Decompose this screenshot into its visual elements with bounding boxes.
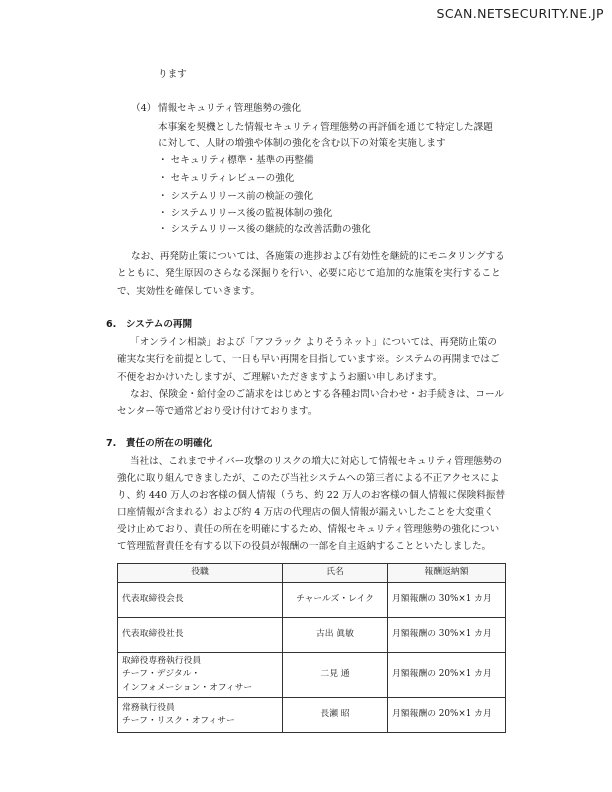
table-row [118,582,506,617]
role-cell: 取締役専務執行役員 チーフ・デジタル・ インフォメーション・オフィサー [118,652,283,698]
section7-heading: 7. 責任の所在の明確化 [106,438,213,449]
section7-line: て管理監督責任を有する以下の役員が報酬の一部を自主返納することといたしました。 [117,541,492,552]
role-cell: 常務執行役員 チーフ・リスク・オフィサー [118,698,283,733]
name-cell: 古出 眞敏 [283,617,388,652]
column-header-role: 役職 [118,564,283,583]
officer-compensation-table [117,563,506,733]
section6-line: センター等で通常どおり受け付けております。 [117,406,318,417]
table-row [118,617,506,652]
section4-line: 本事案を契機とした情報セキュリティ管理態勢の再評価を通じて特定した課題 [158,122,493,133]
name-cell: 二見 通 [283,652,388,698]
section6-line: 「オンライン相談」および「アフラック よりそうネット」については、再発防止策の [130,337,497,348]
prevention-note-line: とともに、発生原因のさらなる深掘りを行い、必要に応じて追加的な施策を実行すること [117,268,501,279]
column-header-pay: 報酬返納額 [388,564,506,583]
section7-line: 口座情報が含まれる）および約 4 万店の代理店の個人情報が漏えいしたことを大変重く [117,507,494,518]
watermark: SCAN.NETSECURITY.NE.JP [436,6,604,21]
bullet-item: ・ システムリリース後の継続的な改善活動の強化 [158,224,371,235]
section6-heading: 6. システムの再開 [106,319,193,330]
section4-title: 情報セキュリティ管理態勢の強化 [158,103,301,114]
section7-line: 受け止めており、責任の所在を明確にするため、情報セキュリティ管理態勢の強化につい [117,524,500,535]
bullet-item: ・ システムリリース後の監視体制の強化 [158,208,333,219]
continuation-text: ります [158,69,187,80]
section4-number: （4） [131,103,157,114]
pay-cell: 月額報酬の 20%×1 カ月 [388,652,506,698]
prevention-note-line: で、実効性を確保していきます。 [117,286,260,297]
bullet-item: ・ セキュリティ標準・基準の再整備 [158,155,314,166]
table-row [118,652,506,698]
section6-line: なお、保険金・給付金のご請求をはじめとする各種お問い合わせ・お手続きは、コール [130,389,504,400]
role-cell: 代表取締役社長 [118,617,283,652]
pay-cell: 月額報酬の 30%×1 カ月 [388,617,506,652]
name-cell: 長瀬 昭 [283,698,388,733]
prevention-note-line: なお、再発防止策については、各施策の進捗および有効性を継続的にモニタリングする [131,251,505,262]
bullet-item: ・ セキュリティレビューの強化 [158,173,295,184]
table-row [118,698,506,733]
section7-line: 当社は、これまでサイバー攻撃のリスクの増大に対応して情報セキュリティ管理態勢の [130,456,503,467]
table-header-row [118,564,506,583]
name-cell: チャールズ・レイク [283,582,388,617]
role-cell: 代表取締役会長 [118,582,283,617]
bullet-item: ・ システムリリース前の検証の強化 [158,191,314,202]
column-header-name: 氏名 [283,564,388,583]
pay-cell: 月額報酬の 30%×1 カ月 [388,582,506,617]
section7-line: 強化に取り組んできましたが、このたび当社システムへの第三者による不正アクセスによ [117,473,500,484]
pay-cell: 月額報酬の 20%×1 カ月 [388,698,506,733]
section6-line: 不便をおかけいたしますが、ご理解いただきますようお願い申しあげます。 [117,372,443,383]
section6-line: 確実な実行を前提として、一日も早い再開を目指しています※。システムの再開まではご [117,354,500,365]
section4-line: に対して、人財の増強や体制の強化を含む以下の対策を実施します [158,138,446,149]
section7-line: り、約 440 万人のお客様の個人情報（うち、約 22 万人のお客様の個人情報に保険料振替 [117,490,506,501]
